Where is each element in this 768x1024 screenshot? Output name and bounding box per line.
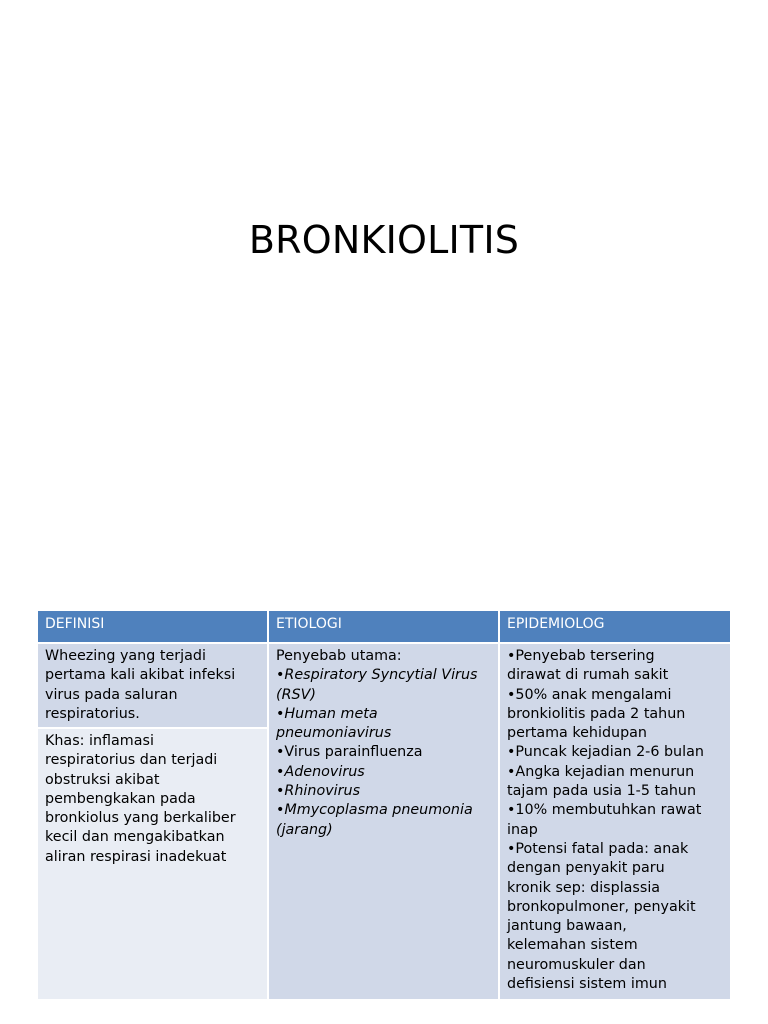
etiologi-line: pneumoniavirus (276, 725, 392, 742)
definisi-line: respiratorius. (45, 705, 140, 722)
epidemiologi-line: bronkopulmoner, penyakit (507, 898, 696, 915)
etiologi-line: (RSV) (276, 686, 316, 703)
definisi-line: aliran respirasi inadekuat (45, 848, 227, 865)
epidemiologi-line: defisiensi sistem imun (507, 976, 667, 993)
epidemiologi-line: •50% anak mengalami (507, 686, 672, 703)
epidemiologi-line: jantung bawaan, (507, 918, 627, 935)
cell-definisi-2 (38, 729, 267, 999)
etiologi-line: (jarang) (276, 821, 333, 838)
definisi-line: virus pada saluran (45, 686, 178, 703)
epidemiologi-line: tajam pada usia 1-5 tahun (507, 783, 697, 800)
epidemiologi-line: dirawat di rumah sakit (507, 667, 669, 684)
definisi-line: pembengkakan pada (45, 790, 196, 807)
epidemiologi-line: bronkiolitis pada 2 tahun (507, 705, 686, 722)
etiologi-line: Penyebab utama: (276, 648, 402, 664)
header-definisi: DEFINISI (38, 611, 267, 642)
etiologi-line: •Mmycoplasma pneumonia (276, 802, 473, 819)
etiologi-line: •Respiratory Syncytial Virus (276, 667, 478, 684)
epidemiologi-line: neuromuskuler dan (507, 956, 646, 973)
definisi-line: Wheezing yang terjadi (45, 648, 206, 664)
definisi-line: bronkiolus yang berkaliber (45, 810, 236, 827)
definisi-line: respiratorius dan terjadi (45, 752, 218, 769)
epidemiologi-line: •Angka kejadian menurun (507, 763, 695, 780)
etiologi-line: •Adenovirus (276, 763, 365, 780)
definisi-line: kecil dan mengakibatkan (45, 829, 225, 846)
definisi-line: pertama kali akibat infeksi (45, 667, 236, 684)
epidemiologi-line: kelemahan sistem (507, 937, 638, 954)
epidemiologi-line: dengan penyakit paru (507, 860, 665, 877)
epidemiologi-line: kronik sep: displassia (507, 879, 661, 896)
etiologi-line: •Human meta (276, 705, 378, 722)
definisi-line: Khas: inflamasi (45, 733, 154, 749)
epidemiologi-line: pertama kehidupan (507, 725, 647, 742)
slide-title: BRONKIOLITIS (248, 218, 520, 262)
content-table (38, 611, 730, 999)
epidemiologi-line: •10% membutuhkan rawat (507, 802, 702, 819)
etiologi-line: •Virus parainfluenza (276, 744, 423, 761)
epidemiologi-line: inap (507, 821, 538, 838)
header-epidemiologi: EPIDEMIOLOG (500, 611, 730, 642)
etiologi-line: •Rhinovirus (276, 783, 361, 800)
epidemiologi-line: •Potensi fatal pada: anak (507, 840, 689, 857)
header-etiologi: ETIOLOGI (269, 611, 498, 642)
cell-definisi-1 (38, 644, 267, 727)
cell-etiologi (269, 644, 498, 999)
definisi-line: obstruksi akibat (45, 771, 160, 788)
epidemiologi-line: •Penyebab tersering (507, 648, 655, 664)
epidemiologi-line: •Puncak kejadian 2-6 bulan (507, 744, 704, 761)
cell-epidemiologi (500, 644, 730, 999)
